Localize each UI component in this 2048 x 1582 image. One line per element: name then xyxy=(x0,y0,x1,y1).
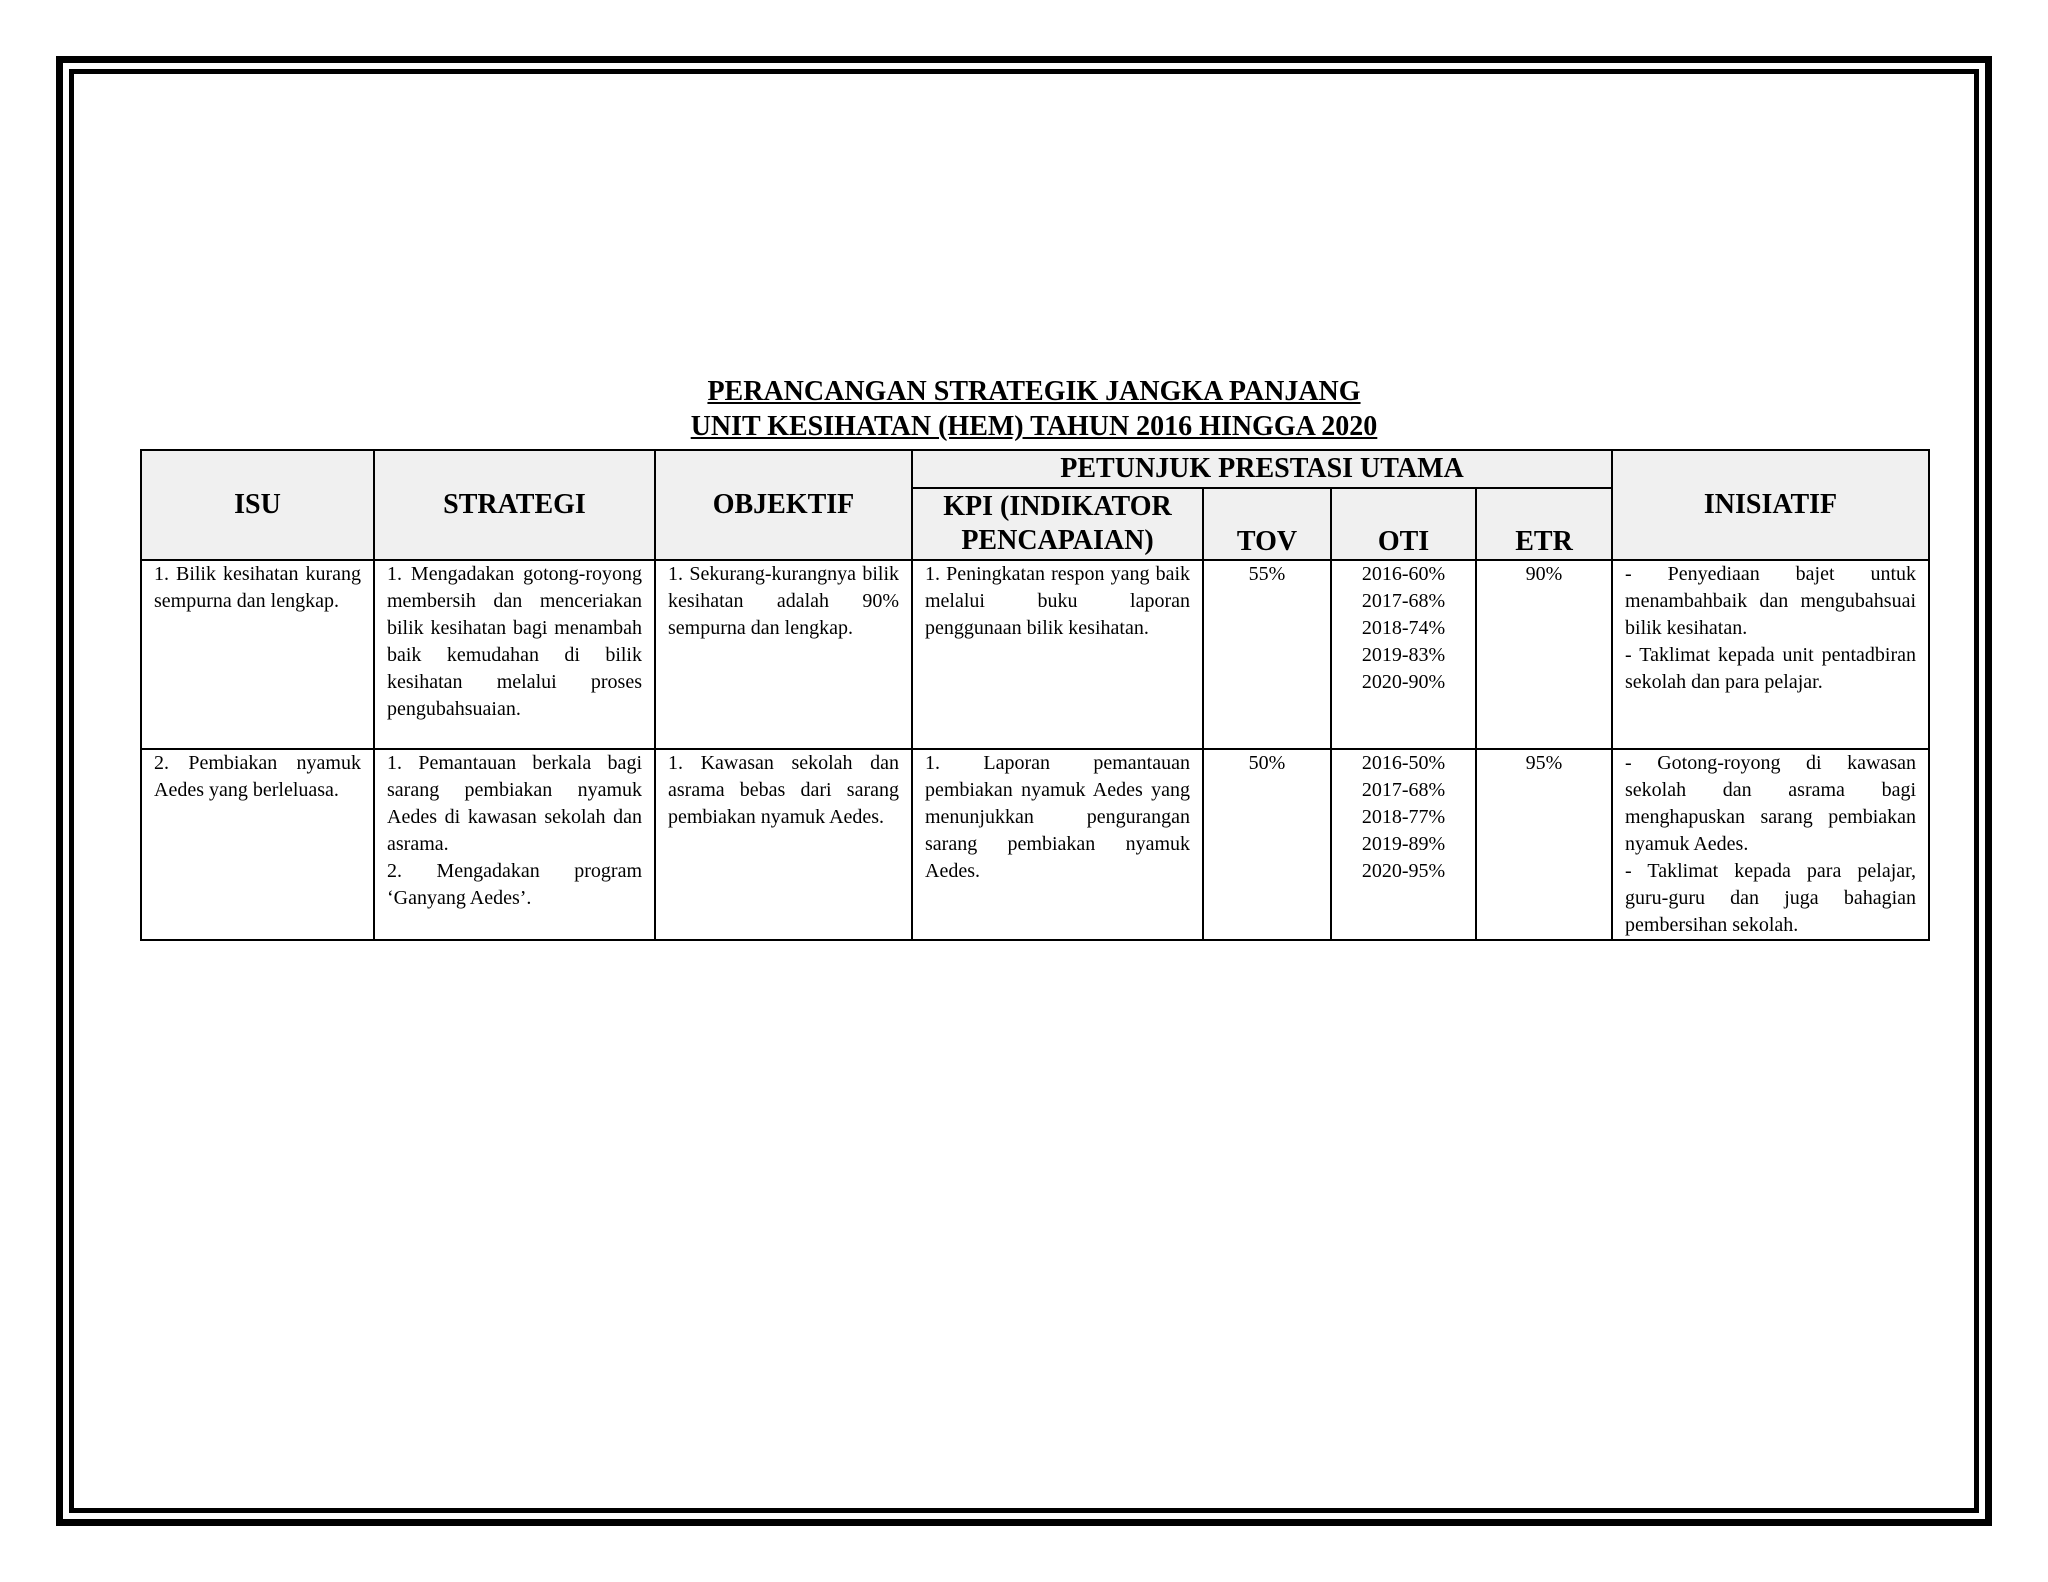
header-kpi xyxy=(912,488,1203,560)
header-etr: ETR xyxy=(1476,488,1612,560)
oti-value: 2018-74% xyxy=(1361,617,1446,639)
oti-value: 2019-83% xyxy=(1361,644,1446,666)
cell-strategi xyxy=(374,749,655,940)
oti-value: 2016-60% xyxy=(1361,563,1446,585)
inisiatif-item: - Gotong-royong di kawasan sekolah dan asrama bagi menghapuskan sarang pembiakan nyamuk Aedes. xyxy=(1625,752,1917,855)
header-petunjuk-prestasi-utama: PETUNJUK PRESTASI UTAMA xyxy=(912,450,1612,488)
cell-etr: 95% xyxy=(1476,749,1612,940)
header-oti: OTI xyxy=(1331,488,1476,560)
header-inisiatif: INISIATIF xyxy=(1612,450,1929,560)
cell-objektif: 1. Kawasan sekolah dan asrama bebas dari sarang pembiakan nyamuk Aedes. xyxy=(655,749,912,940)
inisiatif-item: - Taklimat kepada para pelajar, guru-guru dan juga bahagian pembersihan sekolah. xyxy=(1625,860,1917,936)
cell-kpi: 1. Peningkatan respon yang baik melalui buku laporan penggunaan bilik kesihatan. xyxy=(912,560,1203,749)
oti-value: 2017-68% xyxy=(1361,779,1446,801)
header-kpi-line-1: KPI (INDIKATOR xyxy=(943,491,1172,522)
title-line-2: UNIT KESIHATAN (HEM) TAHUN 2016 HINGGA 2020 xyxy=(690,411,1378,442)
cell-oti xyxy=(1331,749,1476,940)
header-strategi: STRATEGI xyxy=(374,450,655,560)
oti-value: 2020-95% xyxy=(1361,860,1446,882)
cell-inisiatif xyxy=(1612,749,1929,940)
table-row xyxy=(141,560,1929,749)
document-title xyxy=(140,374,1928,444)
strategic-plan-table xyxy=(140,449,1930,941)
table-row xyxy=(141,749,1929,940)
inisiatif-item: - Penyediaan bajet untuk menambahbaik dan mengubahsuai bilik kesihatan. xyxy=(1625,563,1917,639)
inisiatif-item: - Taklimat kepada unit pentadbiran sekolah dan para pelajar. xyxy=(1625,644,1917,693)
cell-oti xyxy=(1331,560,1476,749)
oti-value: 2020-90% xyxy=(1361,671,1446,693)
header-objektif: OBJEKTIF xyxy=(655,450,912,560)
oti-value: 2018-77% xyxy=(1361,806,1446,828)
header-isu: ISU xyxy=(141,450,374,560)
cell-tov: 55% xyxy=(1203,560,1331,749)
oti-value: 2017-68% xyxy=(1361,590,1446,612)
cell-isu: 2. Pembiakan nyamuk Aedes yang berleluasa. xyxy=(141,749,374,940)
cell-isu: 1. Bilik kesihatan kurang sempurna dan lengkap. xyxy=(141,560,374,749)
cell-inisiatif xyxy=(1612,560,1929,749)
title-line-1: PERANCANGAN STRATEGIK JANGKA PANJANG xyxy=(707,376,1361,407)
strategi-item: 1. Pemantauan berkala bagi sarang pembiakan nyamuk Aedes di kawasan sekolah dan asrama. xyxy=(387,752,642,855)
cell-tov: 50% xyxy=(1203,749,1331,940)
cell-kpi: 1. Laporan pemantauan pembiakan nyamuk Aedes yang menunjukkan pengurangan sarang pembiakan nyamuk Aedes. xyxy=(912,749,1203,940)
strategi-item: 2. Mengadakan program ‘Ganyang Aedes’. xyxy=(387,860,642,909)
cell-strategi: 1. Mengadakan gotong-royong membersih dan menceriakan bilik kesihatan bagi menambah baik kemudahan di bilik kesihatan melalui proses pengubahsuaian. xyxy=(374,560,655,749)
header-tov: TOV xyxy=(1203,488,1331,560)
header-kpi-line-2: PENCAPAIAN) xyxy=(961,525,1154,556)
oti-value: 2016-50% xyxy=(1361,752,1446,774)
cell-etr: 90% xyxy=(1476,560,1612,749)
oti-value: 2019-89% xyxy=(1361,833,1446,855)
cell-objektif: 1. Sekurang-kurangnya bilik kesihatan adalah 90% sempurna dan lengkap. xyxy=(655,560,912,749)
